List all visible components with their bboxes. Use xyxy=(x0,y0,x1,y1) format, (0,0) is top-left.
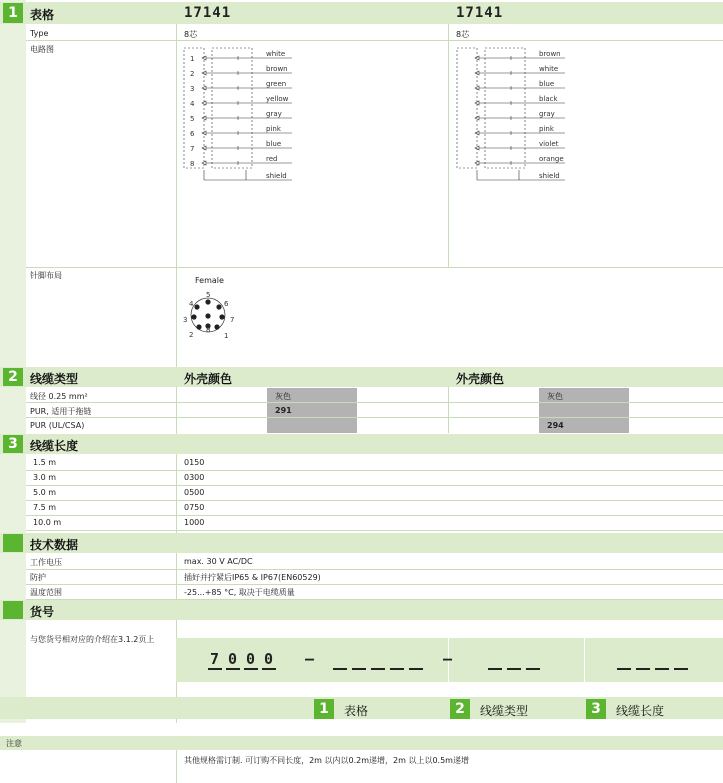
order-blank-slot xyxy=(390,668,404,670)
section2-title: 线缆类型 xyxy=(30,372,79,386)
wire-label: yellow xyxy=(266,95,289,103)
divider xyxy=(26,40,723,41)
wire-label: gray xyxy=(539,110,555,118)
divider xyxy=(26,267,723,268)
tech-header xyxy=(0,533,723,553)
length-code: 0150 xyxy=(184,458,205,467)
order-blank-slot xyxy=(371,668,385,670)
wire-label: shield xyxy=(266,172,287,180)
pin-layout-number: 8 xyxy=(206,326,211,334)
wire-label: blue xyxy=(266,140,282,148)
order-digit: 0 xyxy=(245,650,257,668)
col2-type: 8芯 xyxy=(456,30,470,39)
divider xyxy=(26,569,723,570)
pin-number: 6 xyxy=(190,130,195,138)
pin-number: 1 xyxy=(190,55,195,63)
length-value: 5.0 m xyxy=(33,488,57,497)
length-code: 0300 xyxy=(184,473,205,482)
legend-label: 线缆类型 xyxy=(480,704,529,718)
wire-label: white xyxy=(266,50,286,58)
order-blank-slot xyxy=(617,668,631,670)
divider xyxy=(448,387,449,433)
diagram-label: 电路图 xyxy=(30,45,54,54)
order-dash-1: – xyxy=(305,650,316,668)
female-label: Female xyxy=(195,276,224,285)
wire-label: blue xyxy=(539,80,555,88)
col1-housing-color: 外壳颜色 xyxy=(184,372,233,386)
cable-row-0: 线径 0.25 mm² xyxy=(30,392,88,401)
col1-type: 8芯 xyxy=(184,30,198,39)
divider xyxy=(26,470,723,471)
order-blank-slot xyxy=(636,668,650,670)
divider xyxy=(26,485,723,486)
type-label: Type xyxy=(30,29,49,38)
wire-label: brown xyxy=(266,65,288,73)
wire-label: gray xyxy=(266,110,282,118)
length-value: 10.0 m xyxy=(33,518,62,527)
note-label: 注意 xyxy=(6,739,22,748)
pin-number: 4 xyxy=(190,100,195,108)
section2-number: 2 xyxy=(3,368,23,386)
tech-label: 温度范围 xyxy=(30,588,62,597)
cable-row-2: PUR (UL/CSA) xyxy=(30,421,85,430)
pin-layout-number: 6 xyxy=(224,300,229,308)
divider xyxy=(26,417,723,418)
pin-layout-label: 针脚布局 xyxy=(30,271,62,280)
col2-cable-code: 294 xyxy=(547,421,564,430)
tech-value: 插好并拧紧后IP65 & IP67(EN60529) xyxy=(184,573,321,582)
tech-title: 技术数据 xyxy=(30,538,79,552)
section1-number: 1 xyxy=(3,3,23,23)
pin-dot xyxy=(216,304,221,309)
pin-layout-number: 7 xyxy=(230,316,235,324)
col2-color-value: 灰色 xyxy=(547,392,563,401)
pin-layout-number: 3 xyxy=(183,316,188,324)
order-digit: 0 xyxy=(227,650,239,668)
col2-housing-color: 外壳颜色 xyxy=(456,372,505,386)
pin-dot xyxy=(214,324,219,329)
pin-layout-diagram xyxy=(180,290,240,345)
order-digit: 0 xyxy=(263,650,275,668)
pin-layout-number: 1 xyxy=(224,332,229,340)
col1-cable-code: 291 xyxy=(275,406,292,415)
circuit-diagram-2 xyxy=(455,46,575,186)
order-intro: 与您货号相对应的介绍在3.1.2页上 xyxy=(30,635,155,644)
section3-header xyxy=(0,434,723,454)
order-digit: 7 xyxy=(209,650,221,668)
tech-label: 工作电压 xyxy=(30,558,62,567)
length-value: 7.5 m xyxy=(33,503,57,512)
pin-number: 7 xyxy=(190,145,195,153)
divider xyxy=(26,584,723,585)
pin-layout-number: 2 xyxy=(189,331,194,339)
order-marker xyxy=(3,601,23,619)
wire-label: brown xyxy=(539,50,561,58)
pin-number: 3 xyxy=(190,85,195,93)
length-code: 1000 xyxy=(184,518,205,527)
section2-header xyxy=(0,367,723,387)
divider xyxy=(26,402,723,403)
wire-label: green xyxy=(266,80,287,88)
order-header xyxy=(0,600,723,620)
circuit-diagram-1 xyxy=(182,46,302,186)
legend-label: 表格 xyxy=(344,704,369,718)
tech-label: 防护 xyxy=(30,573,46,582)
pin-dot xyxy=(205,313,210,318)
order-blank-slot xyxy=(526,668,540,670)
length-code: 0500 xyxy=(184,488,205,497)
order-blank-slot xyxy=(488,668,502,670)
order-title: 货号 xyxy=(30,605,55,619)
length-value: 1.5 m xyxy=(33,458,57,467)
legend-label: 线缆长度 xyxy=(616,704,665,718)
divider xyxy=(26,530,723,531)
tech-value: max. 30 V AC/DC xyxy=(184,557,253,566)
order-blank-slot xyxy=(674,668,688,670)
order-blank-slot xyxy=(409,668,423,670)
pin-number: 8 xyxy=(190,160,195,168)
col1-color-value: 灰色 xyxy=(275,392,291,401)
order-blank-slot xyxy=(507,668,521,670)
tech-value: -25...+85 °C, 取决于电缆质量 xyxy=(184,588,295,597)
divider xyxy=(26,500,723,501)
pin-dot xyxy=(194,304,199,309)
length-value: 3.0 m xyxy=(33,473,57,482)
section1-header xyxy=(0,2,723,24)
cable-row-1: PUR, 适用于拖链 xyxy=(30,407,92,416)
wire-label: orange xyxy=(539,155,564,163)
col1-code: 17141 xyxy=(184,5,232,21)
divider xyxy=(26,515,723,516)
wire-label: pink xyxy=(539,125,554,133)
note-text: 其他规格需订制. 可订购不同长度，2m 以内以0.2m递增，2m 以上以0.5m递增 xyxy=(184,756,469,765)
order-blank-slot xyxy=(352,668,366,670)
section3-number: 3 xyxy=(3,435,23,453)
length-code: 0750 xyxy=(184,503,205,512)
col2-code: 17141 xyxy=(456,5,504,21)
divider xyxy=(176,750,177,783)
pin-dot xyxy=(196,324,201,329)
divider xyxy=(448,24,449,267)
pin-layout-number: 5 xyxy=(206,291,211,299)
pin-dot xyxy=(191,314,196,319)
section1-title: 表格 xyxy=(30,8,55,22)
tech-marker xyxy=(3,534,23,552)
wire-label: pink xyxy=(266,125,281,133)
section3-title: 线缆长度 xyxy=(30,439,79,453)
wire-label: red xyxy=(266,155,278,163)
note-header xyxy=(0,736,723,750)
legend-number: 1 xyxy=(314,699,334,719)
pin-dot xyxy=(205,299,210,304)
divider xyxy=(584,638,585,682)
legend-number: 2 xyxy=(450,699,470,719)
pin-layout-number: 4 xyxy=(189,300,194,308)
wire-label: violet xyxy=(539,140,559,148)
wire-label: shield xyxy=(539,172,560,180)
legend-number: 3 xyxy=(586,699,606,719)
pin-dot xyxy=(219,314,224,319)
pin-number: 5 xyxy=(190,115,195,123)
pin-number: 2 xyxy=(190,70,195,78)
order-dash-2: – xyxy=(443,650,454,668)
wire-label: black xyxy=(539,95,558,103)
order-blank-slot xyxy=(655,668,669,670)
wire-label: white xyxy=(539,65,559,73)
order-blank-slot xyxy=(333,668,347,670)
